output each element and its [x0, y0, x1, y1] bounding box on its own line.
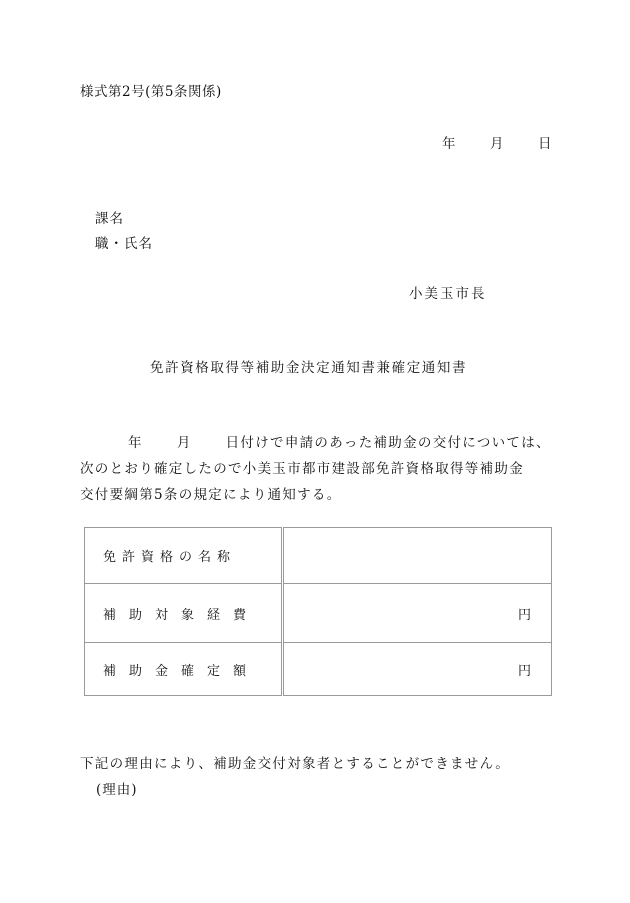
form-number: 様式第2号(第5条関係)	[80, 84, 222, 100]
date-month-label: 月	[490, 136, 504, 152]
table-row	[85, 584, 552, 643]
table-row	[85, 528, 552, 584]
notice-body	[80, 430, 570, 508]
table-label-confirmed-amount: 補助金確定額	[85, 643, 283, 696]
body-month-label: 月	[176, 435, 192, 451]
reason-label: (理由)	[96, 782, 138, 798]
issuer-name: 小美玉市長	[409, 286, 487, 302]
body-year-label: 年	[128, 435, 143, 451]
body-line-2: 次のとおり確定したので小美玉市都市建設部免許資格取得等補助金	[80, 461, 524, 477]
table-value-eligible-cost: 円	[283, 584, 552, 643]
recipient-department: 課名	[95, 211, 124, 227]
table-label-eligible-cost: 補助対象経費	[85, 584, 283, 643]
table-value-license-name	[283, 528, 552, 584]
subsidy-table	[84, 527, 552, 696]
date-line	[442, 132, 552, 152]
body-line-3: 交付要綱第5条の規定により通知する。	[80, 487, 342, 503]
document-title: 免許資格取得等補助金決定通知書兼確定通知書	[150, 360, 468, 376]
body-line-1-text: 日付けで申請のあった補助金の交付については、	[225, 435, 551, 451]
table-label-license-name: 免許資格の名称	[85, 528, 283, 584]
ineligibility-note: 下記の理由により、補助金交付対象者とすることができません。	[80, 756, 511, 772]
recipient-name: 職・氏名	[95, 236, 153, 252]
date-year-label: 年	[442, 136, 456, 152]
date-day-label: 日	[538, 136, 552, 152]
table-row	[85, 643, 552, 696]
body-line-1	[80, 430, 570, 456]
table-value-confirmed-amount: 円	[283, 643, 552, 696]
